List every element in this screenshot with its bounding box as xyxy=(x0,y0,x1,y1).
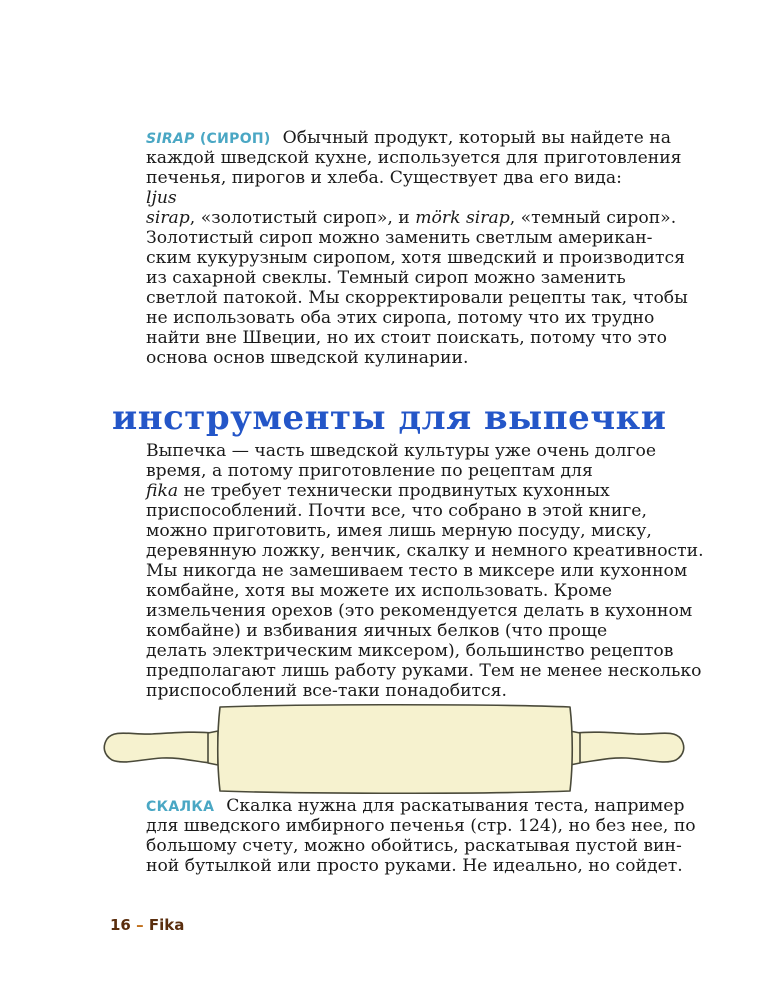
sirap-term: SIRAP (СИРОП) xyxy=(146,131,271,147)
tools-line-3: fika не требует технически продвинутых кухонных xyxy=(146,481,610,501)
skalka-line-2: для шведского имбирного печенья (стр. 124), но без нее, по xyxy=(146,816,696,836)
book-title: Fika xyxy=(148,916,185,934)
rolling-pin-left-handle xyxy=(104,732,214,763)
tools-line-10: комбайне) и взбивания яичных белков (что проще xyxy=(146,621,608,641)
tools-paragraph xyxy=(146,441,704,701)
tools-line-5: можно приготовить, имея лишь мерную посуду, миску, xyxy=(146,521,652,541)
tools-line-2: время, а потому приготовление по рецептам для xyxy=(146,461,593,481)
tools-line-12: предполагают лишь работу руками. Тем не менее несколько xyxy=(146,661,702,681)
sirap-line-8: из сахарной свеклы. Темный сироп можно заменить xyxy=(146,268,626,288)
sirap-line-4: ljus xyxy=(146,188,177,208)
sirap-line-3: печенья, пирогов и хлеба. Существует два его вида: xyxy=(146,168,622,188)
section-heading: инструменты для выпечки xyxy=(112,398,667,438)
tools-line-8: комбайне, хотя вы можете их использовать. Кроме xyxy=(146,581,612,601)
rolling-pin-right-handle xyxy=(574,732,684,763)
rolling-pin-left-collar xyxy=(208,731,218,765)
sirap-line-7: ским кукурузным сиропом, хотя шведский и производится xyxy=(146,248,685,268)
skalka-paragraph xyxy=(146,796,696,876)
page-number: 16 xyxy=(110,916,131,934)
skalka-line-3: большому счету, можно обойтись, раскатывая пустой вин- xyxy=(146,836,682,856)
sirap-line-1: SIRAP (СИРОП) Обычный продукт, который вы найдете на xyxy=(146,128,671,148)
sirap-paragraph xyxy=(146,128,688,368)
tools-line-11: делать электрическим миксером), большинство рецептов xyxy=(146,641,674,661)
sirap-line-10: не использовать оба этих сиропа, потому что их трудно xyxy=(146,308,655,328)
sirap-line-2: каждой шведской кухне, используется для приготовления xyxy=(146,148,682,168)
footer-dash: – xyxy=(136,916,144,934)
sirap-line-5: sirap, «золотистый сироп», и mörk sirap, «темный сироп». xyxy=(146,208,677,228)
sirap-line-9: светлой патокой. Мы скорректировали рецепты так, чтобы xyxy=(146,288,688,308)
sirap-line-11: найти вне Швеции, но их стоит поискать, потому что это xyxy=(146,328,667,348)
skalka-line-1: СКАЛКА Скалка нужна для раскатывания теста, например xyxy=(146,796,685,816)
rolling-pin-barrel xyxy=(218,705,573,794)
sirap-line-12: основа основ шведской кулинарии. xyxy=(146,348,469,368)
rolling-pin-icon xyxy=(102,703,686,795)
skalka-line-4: ной бутылкой или просто руками. Не идеально, но сойдет. xyxy=(146,856,683,876)
tools-line-9: измельчения орехов (это рекомендуется делать в кухонном xyxy=(146,601,693,621)
tools-line-6: деревянную ложку, венчик, скалку и немного креативности. xyxy=(146,541,704,561)
tools-line-1: Выпечка — часть шведской культуры уже очень долгое xyxy=(146,441,657,461)
page-footer xyxy=(110,916,184,934)
tools-line-4: приспособлений. Почти все, что собрано в этой книге, xyxy=(146,501,647,521)
tools-line-13: приспособлений все-таки понадобится. xyxy=(146,681,507,701)
sirap-line-6: Золотистый сироп можно заменить светлым американ- xyxy=(146,228,653,248)
skalka-term: СКАЛКА xyxy=(146,799,215,815)
tools-line-7: Мы никогда не замешиваем тесто в миксере или кухонном xyxy=(146,561,688,581)
